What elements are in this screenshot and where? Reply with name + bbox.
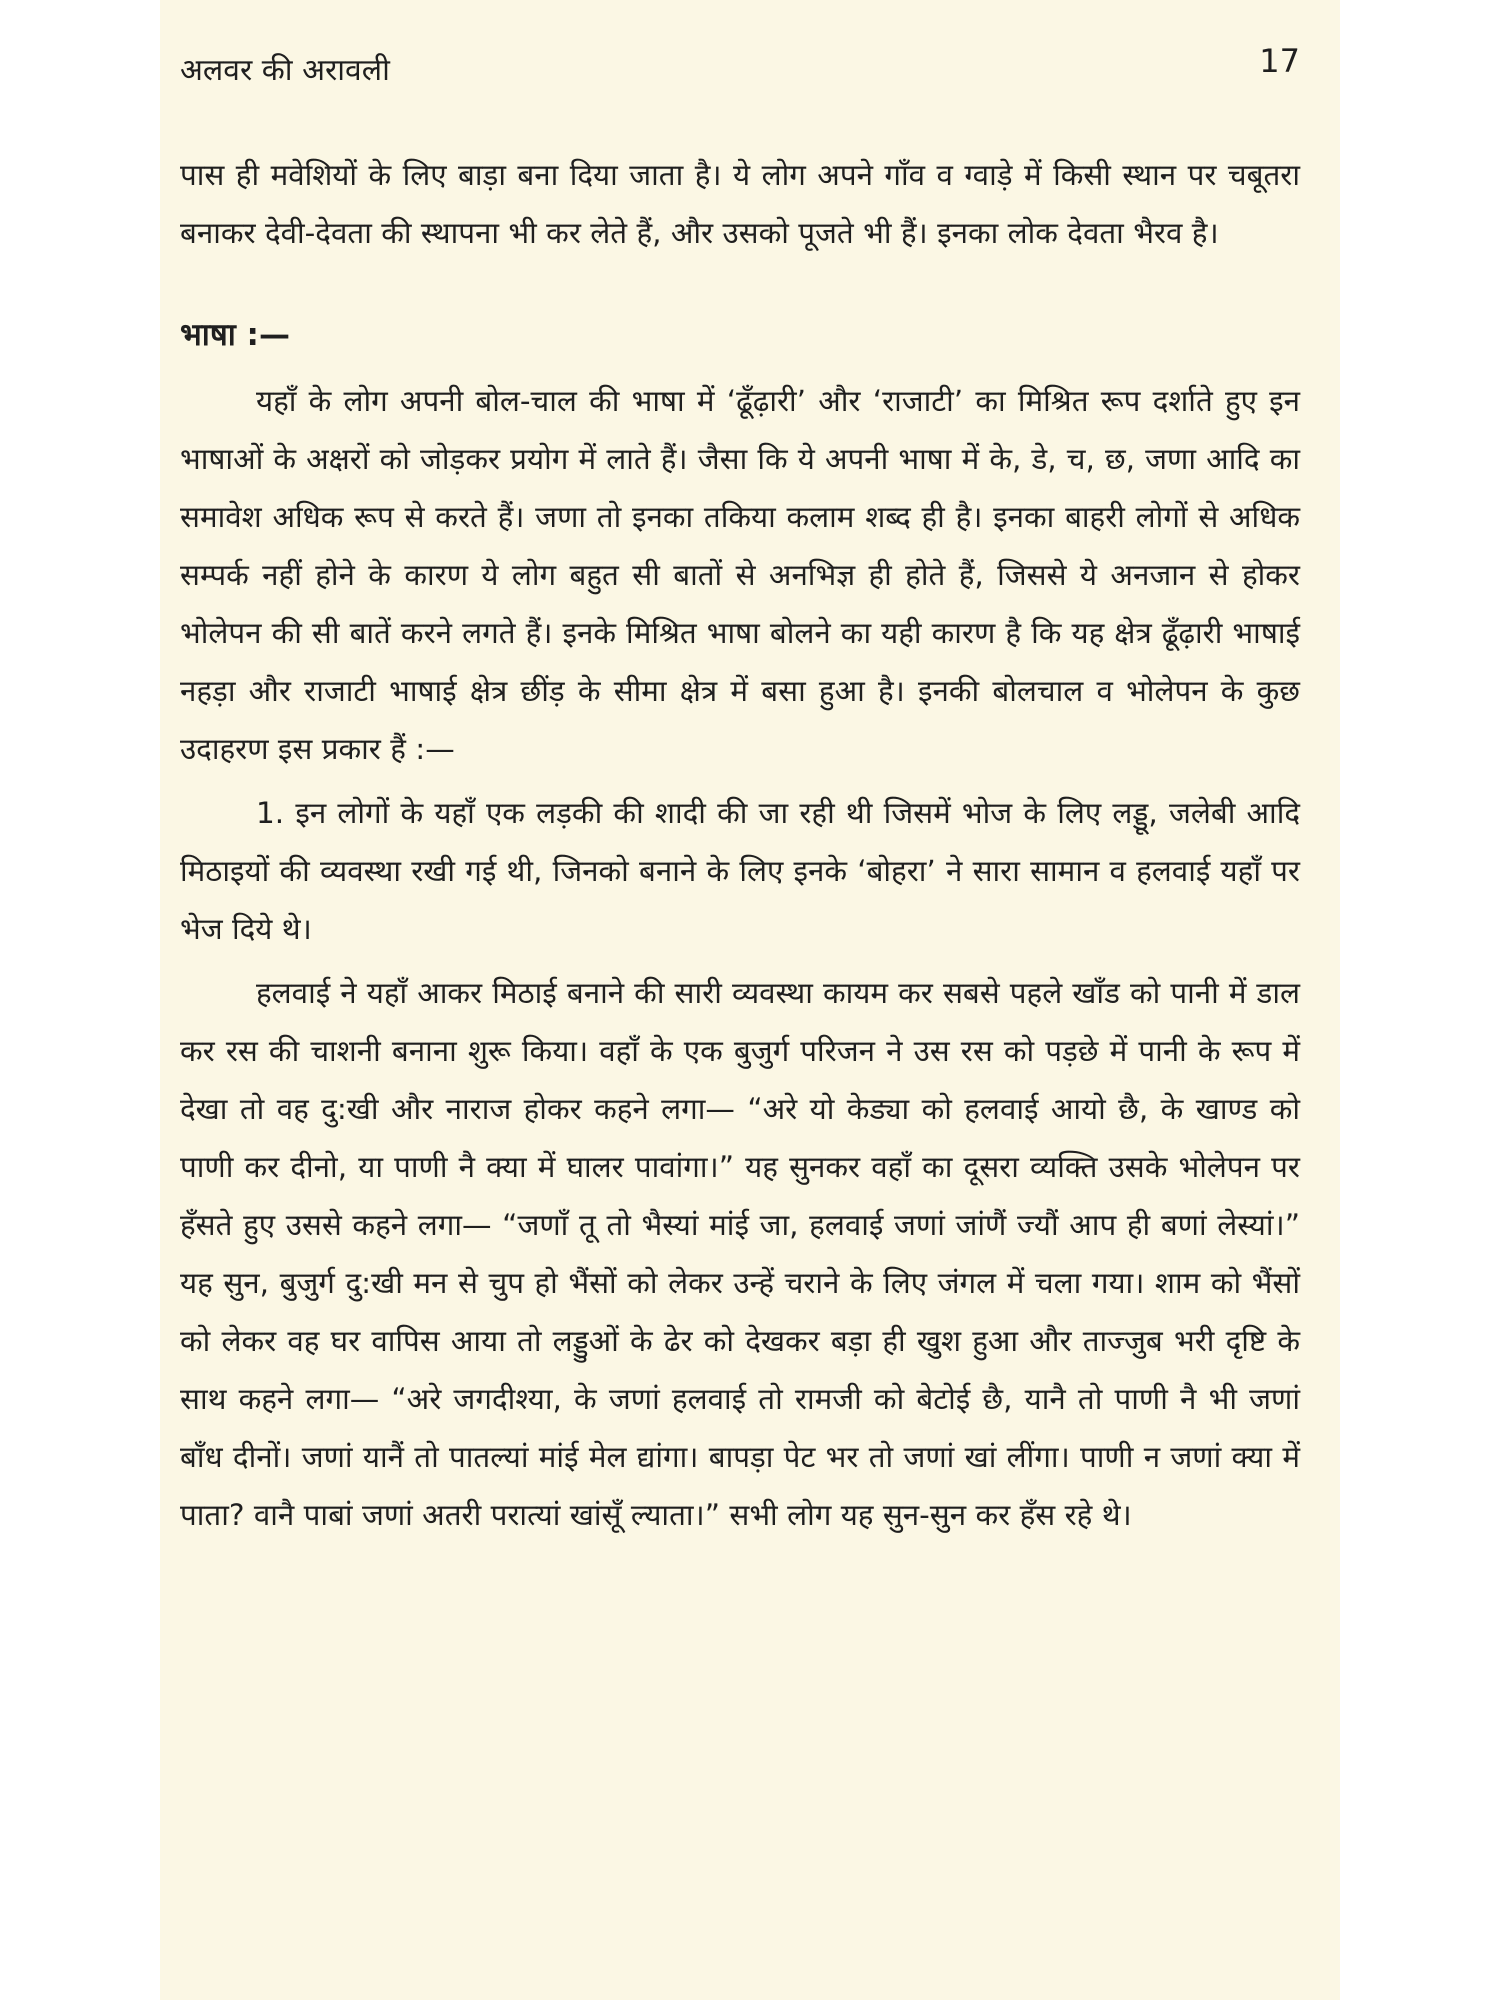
page-header [180, 30, 1300, 100]
page-content [180, 30, 1300, 1544]
book-page [160, 0, 1340, 2000]
paragraph-halwai-story: हलवाई ने यहाँ आकर मिठाई बनाने की सारी व्यवस्था कायम कर सबसे पहले खाँड को पानी में डाल कर रस की चाशनी बनाना शुरू किया। वहाँ के एक बुजुर्ग परिजन ने उस रस को पड़छे में पानी के रूप में देखा तो वह दु:खी और नाराज होकर कहने लगा— “अरे यो केड्या को हलवाई आयो छै, के खाण्ड को पाणी कर दीनो, या पाणी नै क्या में घालर पावांगा।” यह सुनकर वहाँ का दूसरा व्यक्ति उसके भोलेपन पर हँसते हुए उससे कहने लगा— “जणाँ तू तो भैस्यां मांई जा, हलवाई जणां जांणैं ज्यौं आप ही बणां लेस्यां।” यह सुन, बुजुर्ग दु:खी मन से चुप हो भैंसों को लेकर उन्हें चराने के लिए जंगल में चला गया। शाम को भैंसों को लेकर वह घर वापिस आया तो लड्डुओं के ढेर को देखकर बड़ा ही खुश हुआ और ताज्जुब भरी दृष्टि के साथ कहने लगा— “अरे जगदीश्या, के जणां हलवाई तो रामजी को बेटोई छै, यानै तो पाणी नै भी जणां बाँध दीनों। जणां यानैं तो पातल्यां मांई मेल द्यांगा। बापड़ा पेट भर तो जणां खां लींगा। पाणी न जणां क्या में पाता? वानै पाबां जणां अतरी परात्यां खांसूँ ल्याता।” सभी लोग यह सुन-सुन कर हँस रहे थे। [180, 976, 1300, 1532]
page-number: 17 [1259, 42, 1300, 80]
paragraph-language: यहाँ के लोग अपनी बोल-चाल की भाषा में ‘ढूँढ़ारी’ और ‘राजाटी’ का मिश्रित रूप दर्शाते हुए इन भाषाओं के अक्षरों को जोड़कर प्रयोग में लाते हैं। जैसा कि ये अपनी भाषा में के, डे, च, छ, जणा आदि का समावेश अधिक रूप से करते हैं। जणा तो इनका तकिया कलाम शब्द ही है। इनका बाहरी लोगों से अधिक सम्पर्क नहीं होने के कारण ये लोग बहुत सी बातों से अनभिज्ञ ही होते हैं, जिससे ये अनजान से होकर भोलेपन की सी बातें करने लगते हैं। इनके मिश्रित भाषा बोलने का यही कारण है कि यह क्षेत्र ढूँढ़ारी भाषाई नहड़ा और राजाटी भाषाई क्षेत्र छींड़ के सीमा क्षेत्र में बसा हुआ है। इनकी बोलचाल व भोलेपन के कुछ उदाहरण इस प्रकार हैं :— [180, 384, 1300, 766]
section-heading-language: भाषा :— [180, 317, 290, 353]
paragraph-example-1: 1. इन लोगों के यहाँ एक लड़की की शादी की जा रही थी जिसमें भोज के लिए लड्डू, जलेबी आदि मिठाइयों की व्यवस्था रखी गई थी, जिनको बनाने के लिए इनके ‘बोहरा’ ने सारा सामान व हलवाई यहाँ पर भेज दिये थे। [180, 796, 1300, 946]
running-title: अलवर की अरावली [180, 53, 390, 88]
paragraph-intro: पास ही मवेशियों के लिए बाड़ा बना दिया जाता है। ये लोग अपने गाँव व ग्वाड़े में किसी स्थान पर चबूतरा बनाकर देवी-देवता की स्थापना भी कर लेते हैं, और उसको पूजते भी हैं। इनका लोक देवता भैरव है। [180, 158, 1300, 250]
